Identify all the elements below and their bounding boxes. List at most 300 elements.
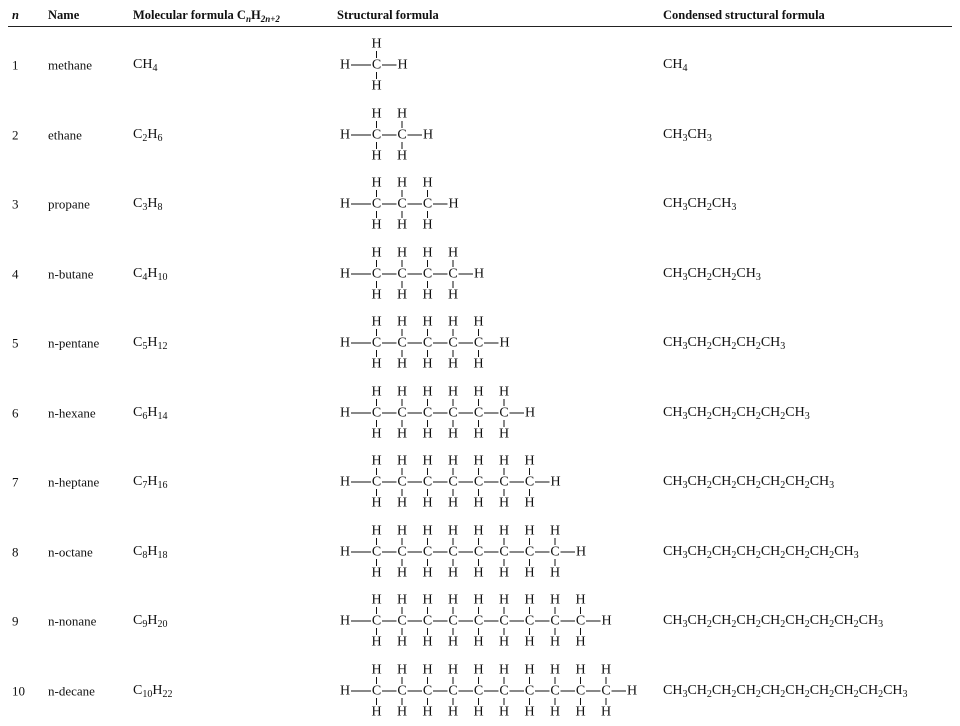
formula-text: CH — [711, 404, 732, 420]
hydrogen-atom: H — [498, 592, 510, 608]
hydrogen-atom: H — [396, 356, 408, 372]
hydrogen-atom: H — [549, 565, 561, 580]
hydrogen-atom: H — [447, 287, 459, 302]
formula-text: CH — [736, 474, 756, 489]
hydrogen-atom: H — [524, 592, 535, 608]
header-molecular-text: Molecular formula C — [133, 8, 246, 22]
formula-text: CH — [760, 543, 781, 559]
row-n: 1 — [12, 57, 19, 73]
formula-subscript: 2 — [731, 619, 737, 630]
formula-subscript: 2 — [731, 410, 737, 422]
hydrogen-atom: H — [524, 405, 536, 420]
formula-subscript: 2 — [755, 341, 761, 352]
hydrogen-atom: H — [447, 704, 459, 719]
hydrogen-atom: H — [371, 453, 382, 469]
formula-text: CH — [711, 196, 732, 211]
row-name: n-pentane — [48, 335, 100, 351]
formula-text: CH — [663, 126, 683, 142]
hydrogen-atom: H — [339, 335, 351, 351]
formula-subscript: 2 — [755, 688, 761, 700]
hydrogen-atom: H — [371, 314, 382, 330]
formula-subscript: 2 — [731, 271, 737, 283]
carbon-atom: C — [448, 683, 458, 698]
formula-text: H — [147, 265, 158, 281]
formula-subscript: 3 — [682, 202, 688, 213]
hydrogen-atom: H — [396, 453, 408, 469]
carbon-atom: C — [550, 613, 560, 629]
hydrogen-atom: H — [371, 78, 382, 94]
hydrogen-atom: H — [447, 245, 459, 260]
formula-subscript: 3 — [682, 619, 688, 630]
hydrogen-atom: H — [422, 495, 433, 511]
row-n: 10 — [12, 683, 25, 698]
formula-subscript: 2 — [780, 410, 786, 422]
carbon-atom: C — [473, 683, 484, 698]
hydrogen-atom: H — [524, 634, 535, 650]
hydrogen-atom: H — [396, 704, 408, 719]
row-n: 9 — [12, 613, 19, 629]
formula-text: CH — [809, 474, 830, 489]
hydrogen-atom: H — [422, 314, 433, 330]
hydrogen-atom: H — [575, 592, 586, 608]
formula-subscript: 10 — [142, 688, 153, 700]
formula-text: CH — [663, 682, 683, 698]
carbon-atom: C — [422, 544, 433, 559]
condensed-formula — [663, 614, 883, 628]
formula-text: CH — [736, 404, 756, 420]
hydrogen-atom: H — [524, 565, 535, 580]
hydrogen-atom: H — [498, 495, 510, 511]
header-name: Name — [48, 8, 80, 22]
formula-subscript: 3 — [755, 271, 761, 283]
structural-formula — [0, 308, 960, 378]
formula-subscript: 2 — [706, 202, 712, 213]
formula-text: CH — [711, 474, 732, 489]
carbon-atom: C — [371, 613, 382, 629]
hydrogen-atom: H — [473, 495, 484, 511]
carbon-atom: C — [524, 613, 535, 629]
formula-subscript: 20 — [157, 619, 168, 630]
formula-text: CH — [711, 682, 732, 698]
hydrogen-atom: H — [422, 523, 433, 538]
formula-subscript: 2 — [755, 549, 761, 561]
hydrogen-atom: H — [339, 266, 351, 281]
carbon-atom: C — [397, 266, 407, 281]
formula-subscript: 2 — [731, 341, 737, 352]
carbon-atom: C — [575, 683, 586, 698]
hydrogen-atom: H — [473, 426, 484, 441]
hydrogen-atom: H — [397, 57, 408, 73]
formula-subscript: 18 — [157, 549, 168, 561]
formula-subscript: 22 — [162, 688, 173, 700]
hydrogen-atom: H — [339, 474, 351, 490]
row-n: 4 — [12, 266, 19, 281]
hydrogen-atom: H — [371, 565, 382, 580]
hydrogen-atom: H — [499, 335, 510, 351]
carbon-atom: C — [448, 474, 458, 490]
hydrogen-atom: H — [371, 356, 382, 372]
formula-text: CH — [736, 543, 756, 559]
formula-text: C — [133, 543, 143, 559]
table-row — [0, 100, 960, 170]
row-name: propane — [48, 196, 90, 212]
hydrogen-atom: H — [396, 662, 408, 677]
formula-text: CH — [858, 613, 879, 628]
hydrogen-atom: H — [422, 634, 433, 650]
formula-text: C — [133, 404, 143, 420]
formula-text: CH — [687, 613, 707, 628]
hydrogen-atom: H — [498, 523, 510, 538]
hydrogen-atom: H — [473, 592, 484, 608]
hydrogen-atom: H — [447, 565, 459, 580]
hydrogen-atom: H — [549, 523, 561, 538]
formula-subscript: 2 — [755, 619, 761, 630]
carbon-atom: C — [499, 405, 509, 420]
hydrogen-atom: H — [473, 662, 484, 677]
formula-subscript: 2 — [731, 480, 737, 491]
structural-formula — [0, 30, 960, 100]
formula-text: CH — [687, 196, 707, 211]
formula-subscript: 3 — [682, 341, 688, 352]
hydrogen-atom: H — [422, 127, 434, 142]
formula-text: C — [133, 613, 143, 628]
hydrogen-atom: H — [371, 287, 382, 302]
formula-text: CH — [736, 335, 756, 350]
hydrogen-atom: H — [447, 314, 459, 330]
hydrogen-atom: H — [549, 704, 561, 719]
hydrogen-atom: H — [396, 384, 408, 399]
formula-text: CH — [663, 265, 683, 281]
carbon-atom: C — [601, 683, 611, 698]
carbon-atom: C — [371, 683, 382, 698]
formula-text: CH — [760, 682, 781, 698]
row-name: n-decane — [48, 683, 95, 698]
table-row — [0, 378, 960, 448]
carbon-atom: C — [371, 335, 382, 351]
carbon-atom: C — [422, 266, 433, 281]
formula-subscript: 2 — [706, 410, 712, 422]
formula-text: CH — [711, 335, 732, 350]
formula-text: H — [147, 196, 158, 211]
formula-text: CH — [687, 543, 707, 559]
formula-text: CH — [687, 265, 707, 281]
hydrogen-atom: H — [396, 495, 408, 511]
table-row — [0, 447, 960, 517]
hydrogen-atom: H — [447, 426, 459, 441]
formula-subscript: 3 — [804, 410, 810, 422]
hydrogen-atom: H — [473, 565, 484, 580]
row-n: 6 — [12, 405, 19, 420]
formula-subscript: 2 — [780, 480, 786, 491]
hydrogen-atom: H — [422, 384, 433, 399]
hydrogen-atom: H — [600, 704, 612, 719]
formula-subscript: 3 — [829, 480, 835, 491]
row-name: ethane — [48, 127, 82, 142]
hydrogen-atom: H — [626, 683, 638, 698]
formula-text: CH — [711, 265, 732, 281]
carbon-atom: C — [371, 196, 382, 212]
carbon-atom: C — [371, 474, 382, 490]
formula-text: H — [147, 335, 158, 350]
formula-subscript: 2 — [780, 619, 786, 630]
table-row — [0, 586, 960, 656]
carbon-atom: C — [371, 127, 382, 142]
formula-text: CH — [809, 613, 830, 628]
hydrogen-atom: H — [524, 453, 535, 469]
formula-subscript: 6 — [142, 410, 148, 422]
hydrogen-atom: H — [498, 565, 510, 580]
hydrogen-atom: H — [447, 384, 459, 399]
formula-text: C — [133, 335, 143, 350]
hydrogen-atom: H — [396, 314, 408, 330]
formula-text: C — [133, 265, 143, 281]
table-row — [0, 30, 960, 100]
formula-text: CH — [736, 682, 756, 698]
hydrogen-atom: H — [422, 245, 433, 260]
hydrogen-atom: H — [371, 36, 382, 52]
formula-text: CH — [883, 682, 903, 698]
hydrogen-atom: H — [422, 592, 433, 608]
formula-subscript: 2 — [804, 480, 810, 491]
hydrogen-atom: H — [473, 704, 484, 719]
formula-subscript: 3 — [902, 688, 908, 700]
formula-text: CH — [663, 404, 683, 420]
carbon-atom: C — [575, 613, 586, 629]
carbon-atom: C — [550, 544, 560, 559]
hydrogen-atom: H — [447, 453, 459, 469]
hydrogen-atom: H — [396, 634, 408, 650]
hydrogen-atom: H — [339, 57, 351, 73]
hydrogen-atom: H — [447, 356, 459, 372]
formula-subscript: 3 — [682, 549, 688, 561]
carbon-atom: C — [473, 544, 484, 559]
condensed-formula — [663, 406, 810, 420]
formula-text: CH — [711, 613, 732, 628]
formula-text: H — [147, 543, 158, 559]
hydrogen-atom: H — [498, 704, 510, 719]
structural-formula — [0, 169, 960, 239]
formula-text: CH — [785, 682, 805, 698]
hydrogen-atom: H — [422, 426, 433, 441]
hydrogen-atom: H — [575, 662, 586, 677]
hydrogen-atom: H — [575, 634, 586, 650]
formula-text: CH — [711, 543, 732, 559]
formula-text: CH — [687, 682, 707, 698]
hydrogen-atom: H — [371, 175, 382, 191]
table-row — [0, 308, 960, 378]
condensed-formula — [663, 336, 785, 350]
formula-subscript: 2 — [731, 688, 737, 700]
formula-subscript: 2 — [142, 132, 148, 144]
hydrogen-atom: H — [447, 592, 459, 608]
formula-text: CH — [687, 404, 707, 420]
carbon-atom: C — [448, 266, 458, 281]
carbon-atom: C — [448, 544, 458, 559]
condensed-formula — [663, 58, 687, 72]
formula-subscript: 2 — [829, 619, 835, 630]
hydrogen-atom: H — [422, 217, 433, 233]
formula-subscript: 3 — [731, 202, 737, 213]
hydrogen-atom: H — [498, 453, 510, 469]
row-name: methane — [48, 57, 93, 73]
formula-subscript: 2 — [755, 480, 761, 491]
row-name: n-octane — [48, 544, 93, 559]
hydrogen-atom: H — [524, 495, 535, 511]
hydrogen-atom: H — [549, 662, 561, 677]
formula-subscript: 10 — [157, 271, 168, 283]
formula-text: CH — [809, 543, 830, 559]
formula-text: C — [133, 126, 143, 142]
hydrogen-atom: H — [371, 106, 382, 121]
hydrogen-atom: H — [422, 287, 433, 302]
header-molecular-sub-n: n — [245, 14, 251, 24]
header-structural-formula: Structural formula — [337, 8, 439, 22]
carbon-atom: C — [371, 405, 382, 420]
row-name: n-nonane — [48, 613, 97, 629]
condensed-formula — [663, 128, 712, 142]
formula-subscript: 4 — [152, 63, 158, 74]
formula-subscript: 16 — [157, 480, 168, 491]
hydrogen-atom: H — [600, 662, 612, 677]
hydrogen-atom: H — [339, 613, 351, 629]
hydrogen-atom: H — [473, 356, 484, 372]
hydrogen-atom: H — [473, 384, 484, 399]
formula-text: CH — [663, 613, 683, 628]
formula-subscript: 2 — [731, 549, 737, 561]
hydrogen-atom: H — [371, 662, 382, 677]
formula-text: C — [133, 474, 143, 489]
hydrogen-atom: H — [371, 523, 382, 538]
hydrogen-atom: H — [524, 523, 535, 538]
carbon-atom: C — [524, 474, 535, 490]
hydrogen-atom: H — [473, 453, 484, 469]
table-row — [0, 517, 960, 587]
formula-subscript: 2 — [706, 480, 712, 491]
hydrogen-atom: H — [371, 217, 382, 233]
formula-subscript: 2 — [706, 271, 712, 283]
formula-text: CH — [834, 682, 854, 698]
carbon-atom: C — [448, 335, 458, 351]
formula-text: CH — [785, 613, 805, 628]
formula-text: H — [147, 126, 158, 142]
formula-subscript: 8 — [157, 202, 163, 213]
formula-subscript: 2 — [780, 688, 786, 700]
formula-text: H — [152, 682, 163, 698]
hydrogen-atom: H — [396, 148, 408, 163]
formula-subscript: 2 — [706, 619, 712, 630]
hydrogen-atom: H — [549, 634, 561, 650]
formula-subscript: 6 — [157, 132, 163, 144]
formula-text: CH — [736, 265, 756, 281]
hydrogen-atom: H — [339, 544, 351, 559]
hydrogen-atom: H — [422, 565, 433, 580]
carbon-atom: C — [397, 127, 407, 142]
formula-text: CH — [809, 682, 830, 698]
formula-text: H — [147, 474, 158, 489]
formula-subscript: 3 — [682, 271, 688, 283]
hydrogen-atom: H — [447, 495, 459, 511]
row-name: n-butane — [48, 266, 94, 281]
formula-text: C — [133, 196, 143, 211]
formula-subscript: 3 — [706, 132, 712, 144]
hydrogen-atom: H — [601, 613, 612, 629]
carbon-atom: C — [473, 474, 484, 490]
carbon-atom: C — [550, 683, 560, 698]
hydrogen-atom: H — [396, 523, 408, 538]
hydrogen-atom: H — [549, 592, 561, 608]
structural-formula — [0, 378, 960, 448]
carbon-atom: C — [422, 335, 433, 351]
hydrogen-atom: H — [448, 196, 459, 212]
carbon-atom: C — [397, 335, 407, 351]
formula-subscript: 2 — [829, 688, 835, 700]
formula-subscript: 14 — [157, 410, 168, 422]
row-n: 7 — [12, 474, 19, 490]
hydrogen-atom: H — [498, 384, 510, 399]
formula-subscript: 12 — [157, 341, 168, 352]
hydrogen-atom: H — [422, 356, 433, 372]
formula-text: CH — [760, 613, 781, 628]
hydrogen-atom: H — [371, 384, 382, 399]
hydrogen-atom: H — [473, 634, 484, 650]
condensed-formula — [663, 475, 834, 489]
formula-subscript: 3 — [878, 619, 884, 630]
formula-subscript: 3 — [780, 341, 786, 352]
carbon-atom: C — [397, 196, 407, 212]
hydrogen-atom: H — [498, 662, 510, 677]
carbon-atom: C — [473, 613, 484, 629]
hydrogen-atom: H — [339, 196, 351, 212]
formula-subscript: 2 — [878, 688, 884, 700]
formula-text: H — [147, 404, 158, 420]
hydrogen-atom: H — [371, 426, 382, 441]
formula-text: CH — [133, 57, 153, 72]
carbon-atom: C — [397, 683, 407, 698]
carbon-atom: C — [473, 405, 484, 420]
hydrogen-atom: H — [339, 683, 351, 698]
header-n: n — [12, 8, 19, 22]
row-name: n-hexane — [48, 405, 96, 420]
carbon-atom: C — [397, 613, 407, 629]
hydrogen-atom: H — [473, 266, 485, 281]
hydrogen-atom: H — [575, 544, 587, 559]
formula-text: CH — [858, 682, 879, 698]
hydrogen-atom: H — [371, 592, 382, 608]
formula-text: CH — [760, 404, 781, 420]
row-n: 3 — [12, 196, 19, 212]
row-n: 8 — [12, 544, 19, 559]
header-molecular-sub-2n2: 2n+2 — [260, 14, 280, 24]
hydrogen-atom: H — [422, 704, 433, 719]
carbon-atom: C — [397, 405, 407, 420]
hydrogen-atom: H — [371, 704, 382, 719]
formula-text: CH — [687, 474, 707, 489]
carbon-atom: C — [422, 474, 433, 490]
formula-subscript: 3 — [853, 549, 859, 561]
hydrogen-atom: H — [422, 662, 433, 677]
hydrogen-atom: H — [524, 704, 535, 719]
formula-text: CH — [687, 335, 707, 350]
formula-subscript: 3 — [682, 480, 688, 491]
hydrogen-atom: H — [447, 523, 459, 538]
row-n: 5 — [12, 335, 19, 351]
hydrogen-atom: H — [371, 495, 382, 511]
formula-text: CH — [663, 543, 683, 559]
hydrogen-atom: H — [371, 148, 382, 163]
formula-subscript: 4 — [682, 63, 688, 74]
condensed-formula — [663, 197, 736, 211]
carbon-atom: C — [371, 544, 382, 559]
